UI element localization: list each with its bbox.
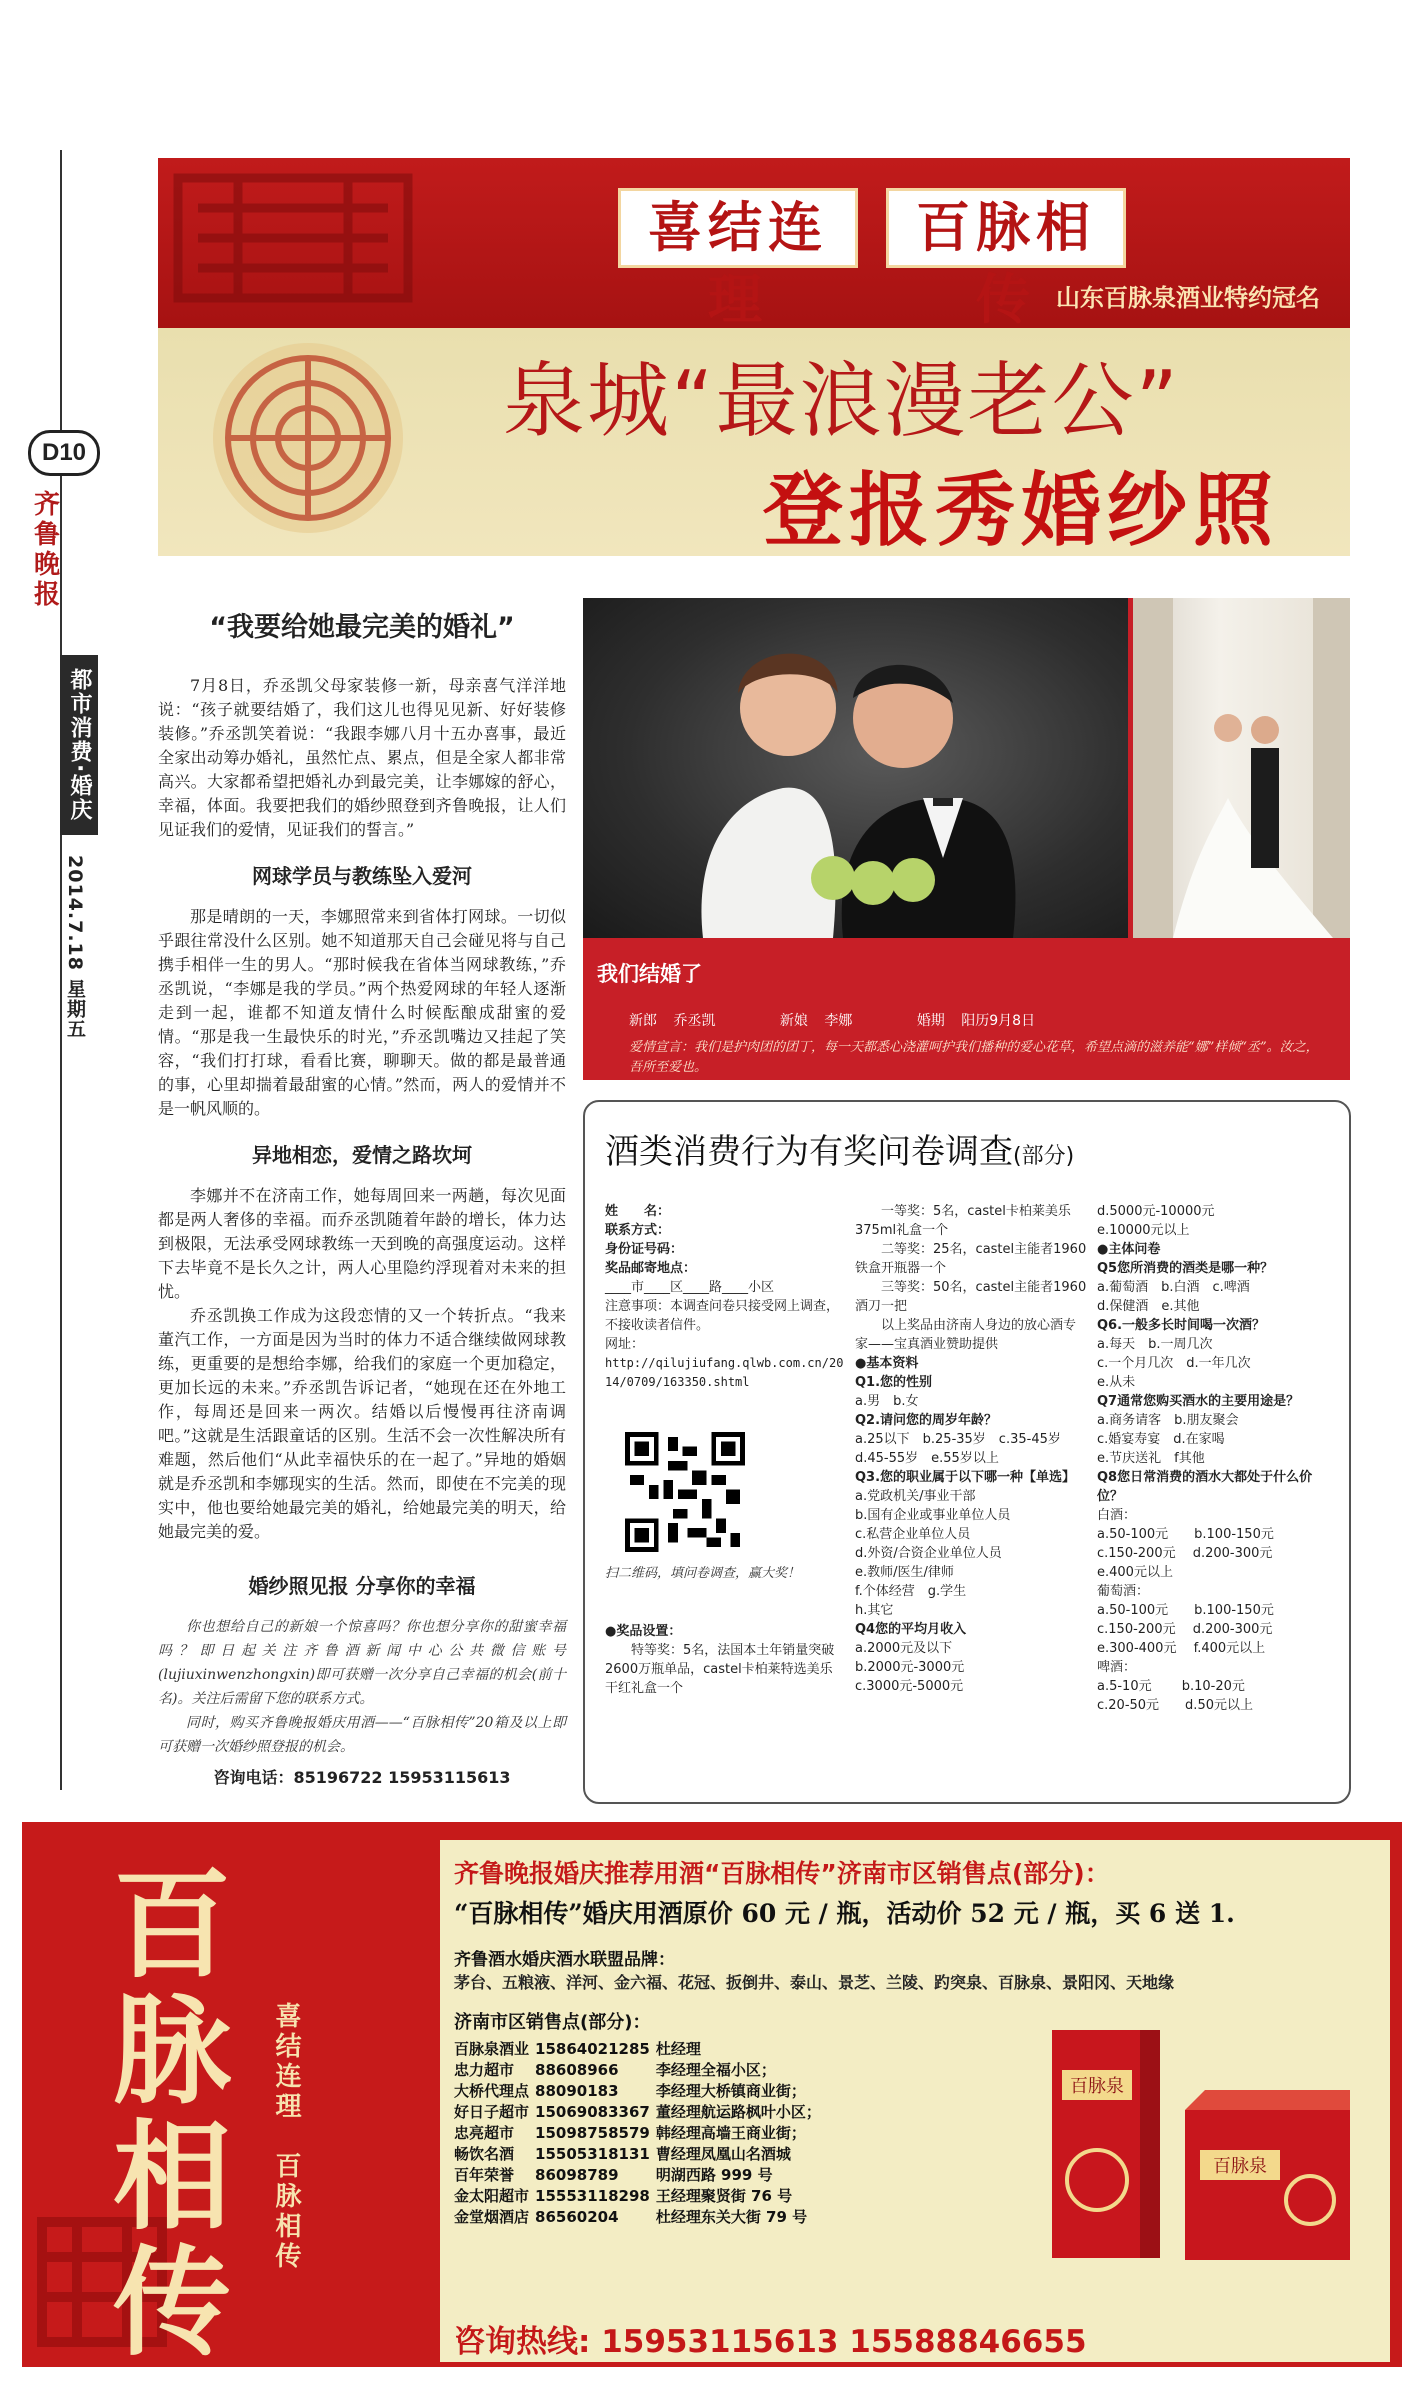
survey-column-1 [605, 1202, 845, 1392]
answer: a.党政机关/事业干部 [855, 1489, 976, 1504]
survey-notice: 注意事项：本调查问卷只接受网上调查，不接收读者信件。 [605, 1299, 840, 1333]
bride-label: 新娘 [779, 1013, 808, 1029]
wedding-photo-library [1133, 598, 1350, 938]
answer: a.5-10元 b.10-20元 [1097, 1679, 1245, 1694]
store-address: 李经理大桥镇商业街； [655, 2082, 806, 2100]
answer: a.男 b.女 [855, 1394, 919, 1409]
prize-intro [605, 1622, 845, 1698]
liquor-advertisement [22, 1822, 1402, 2372]
question: Q6.一般多长时间喝一次酒？ [1097, 1318, 1266, 1333]
wedding-photo-kiss [583, 598, 1128, 938]
survey-column-3 [1097, 1202, 1337, 1715]
survey-title-suffix: (部分) [1013, 1144, 1075, 1169]
question: Q2.请问您的周岁年龄？ [855, 1413, 998, 1428]
article [158, 605, 566, 1788]
form-contact: 联系方式： [605, 1223, 671, 1238]
prize-first: 一等奖：5名，castel卡柏莱美乐375ml礼盒一个 [855, 1204, 1071, 1238]
answer: c.150-200元 d.200-300元 [1097, 1546, 1273, 1561]
bride-name: 李娜 [824, 1013, 853, 1029]
url-label: 网址： [605, 1337, 645, 1352]
double-happiness-papercut [158, 158, 458, 556]
store-name: 金堂烟酒店 [454, 2208, 530, 2226]
prize-sponsor: 以上奖品由济南人身边的放心酒专家——宝真酒业赞助提供 [855, 1318, 1077, 1352]
couple-info [629, 1010, 1035, 1030]
qr-caption: 扫二维码，填问卷调查，赢大奖！ [605, 1566, 801, 1581]
answer: d.保健酒 e.其他 [1097, 1299, 1200, 1314]
couple-illustration [583, 598, 1128, 938]
box-label: 百脉泉 [1213, 2156, 1267, 2177]
ad-slogan: 喜结连理 百脉相传 [271, 2002, 301, 2272]
answer: b.国有企业或事业单位人员 [855, 1508, 1011, 1523]
answer: d.外资/合资企业单位人员 [855, 1546, 1002, 1561]
love-vow: 爱情宣言：我们是护肉团的团丁，每一天都悉心浇灌呵护我们播种的爱心花草，希望点滴的滋养能“娜”样倾“丞”。汝之，吾所至爱也。 [629, 1040, 1319, 1075]
answer: a.50-100元 b.100-150元 [1097, 1527, 1274, 1542]
ad-headline: 齐鲁晚报婚庆推荐用酒“百脉相传”济南市区销售点(部分)： [454, 1859, 1110, 1888]
top-banner [158, 158, 1350, 556]
question: Q4您的平均月收入 [855, 1622, 967, 1637]
question: Q8您日常消费的酒水大都处于什么价位？ [1097, 1470, 1313, 1504]
ad-hotline: 咨询热线: 15953115613 15588846655 [454, 2324, 1087, 2360]
answer: a.25以下 b.25-35岁 c.35-45岁 [855, 1432, 1061, 1447]
answer: a.葡萄酒 b.白酒 c.啤酒 [1097, 1280, 1250, 1295]
wedding-photo-panel [583, 598, 1350, 1080]
liquor-box-tall [1052, 2030, 1160, 2258]
section2-title: 异地相恋，爱情之路坎坷 [252, 1143, 472, 1167]
stores-title: 济南市区销售点(部分)： [454, 2012, 651, 2033]
banner-title: 泉城“最浪漫老公” [503, 354, 1180, 449]
store-name: 畅饮名酒 [454, 2145, 515, 2163]
question: Q1.您的性别 [855, 1375, 933, 1390]
answer: c.婚宴寿宴 d.在家喝 [1097, 1432, 1225, 1447]
store-address: 董经理航运路枫叶小区； [655, 2103, 821, 2121]
store-phone: 86560204 [535, 2207, 619, 2226]
prize-third: 三等奖：50名，castel主能者1960酒刀一把 [855, 1280, 1087, 1314]
answer: c.一个月几次 d.一年几次 [1097, 1356, 1251, 1371]
store-phone: 15864021285 [535, 2039, 650, 2058]
answer: a.50-100元 b.100-150元 [1097, 1603, 1274, 1618]
brand-calligraphy [92, 1855, 252, 2372]
store-name: 好日子超市 [454, 2103, 530, 2121]
answer: c.私营企业单位人员 [855, 1527, 971, 1542]
answer: h.其它 [855, 1603, 894, 1618]
brand-char: 传 [112, 2233, 231, 2372]
table-row [454, 2059, 827, 2080]
store-address: 明湖西路 999 号 [655, 2166, 773, 2184]
store-phone: 15553118298 [535, 2186, 650, 2205]
couple-standing-illustration [1133, 598, 1350, 938]
store-name: 百脉泉酒业 [454, 2040, 530, 2058]
answer: a.2000元及以下 [855, 1641, 953, 1656]
answer: b.2000元-3000元 [855, 1660, 965, 1675]
answer: e.10000元以上 [1097, 1223, 1190, 1238]
qr-code[interactable] [625, 1432, 745, 1552]
article-title: “我要给她最完美的婚礼” [209, 612, 515, 643]
section1-paragraph: 那是晴朗的一天，李娜照常来到省体打网球。一切似乎跟往常没什么区别。她不知道那天自己会碰见将与自己携手相伴一生的男人。“那时候我在省体当网球教练，”乔丞凯说，“李娜是我的学员。”两个热爱网球的年轻人逐渐走到一起，谁都不知道友情什么时候酝酿成甜蜜的爱情。“那是我一生最快乐的时光，”乔丞凯嘴边又挂起了笑容，“我们打打球，看看比赛，聊聊天。做的都是最普通的事，心里却揣着最甜蜜的心情。”然而，两人的爱情并不是一帆风顺的。 [158, 907, 566, 1118]
prize-second: 二等奖：25名，castel主能者1960铁盒开瓶器一个 [855, 1242, 1087, 1276]
ad-price: “百脉相传”婚庆用酒原价 60 元 / 瓶，活动价 52 元 / 瓶，买 6 送 1. [454, 1899, 1235, 1928]
issue-date: 2014.7.18 星期五 [64, 855, 86, 1039]
store-name: 大桥代理点 [454, 2082, 530, 2100]
photo-caption: 我们结婚了 [597, 962, 702, 986]
store-name: 百年荣誉 [454, 2166, 515, 2184]
answer: a.商务请客 b.朋友聚会 [1097, 1413, 1239, 1428]
answer: d.45-55岁 e.55岁以上 [855, 1451, 999, 1466]
survey-title-text: 酒类消费行为有奖问卷调查 [605, 1132, 1013, 1172]
basic-title: ●基本资料 [855, 1356, 919, 1371]
survey-url[interactable]: http://qilujiufang.qlwb.com.cn/2014/0709/163350.shtml [605, 1356, 844, 1389]
answer: d.5000元-10000元 [1097, 1204, 1215, 1219]
alliance-brands: 茅台、五粮液、洋河、金六福、花冠、扳倒井、泰山、景芝、兰陵、趵突泉、百脉泉、景阳冈、天地缘 [454, 1973, 1175, 1992]
store-address: 王经理聚贤街 76 号 [655, 2187, 793, 2205]
store-name: 忠力超市 [454, 2061, 515, 2079]
answer: a.每天 b.一周几次 [1097, 1337, 1213, 1352]
store-name: 忠亮超市 [454, 2124, 515, 2142]
survey-box [583, 1100, 1351, 1804]
stores-table [454, 2038, 827, 2227]
answer: e.教师/医生/律师 [855, 1565, 954, 1580]
table-row [454, 2143, 827, 2164]
subject-title: ●主体问卷 [1097, 1242, 1161, 1257]
banner-subtitle: 登报秀婚纱照 [763, 463, 1279, 556]
store-address: 李经理全福小区； [655, 2061, 776, 2079]
banner-sponsor: 山东百脉泉酒业特约冠名 [1056, 283, 1320, 312]
newspaper-name: 齐鲁晚报 [33, 490, 60, 610]
answer: e.节庆送礼 f其他 [1097, 1451, 1205, 1466]
ad-content [440, 1840, 1390, 2362]
brand-char: 百 [112, 1855, 231, 1994]
form-id: 身份证号码： [605, 1242, 684, 1257]
table-row [454, 2122, 827, 2143]
section3-paragraph: 你也想给自己的新娘一个惊喜吗？你也想分享你的甜蜜幸福吗？即日起关注齐鲁酒新闻中心公共微信账号(lujiuxinwenzhongxin)即可获赠一次分享自己幸福的机会(前十名)。关注后需留下您的联系方式。 [158, 1619, 566, 1707]
table-row [454, 2206, 827, 2227]
groom-name: 乔丞凯 [673, 1013, 716, 1029]
table-row [454, 2185, 827, 2206]
brand-char: 脉 [112, 1981, 231, 2120]
slogan-right: 百脉相传 [886, 188, 1126, 268]
store-name: 金太阳超市 [454, 2187, 530, 2205]
form-address-line: ____市____区____路____小区 [605, 1280, 775, 1295]
survey-title [605, 1124, 1074, 1173]
table-row [454, 2080, 827, 2101]
form-address: 奖品邮寄地点： [605, 1261, 697, 1276]
section2-paragraph: 李娜并不在济南工作，她每周回来一两趟，每次见面都是两人奢侈的幸福。而乔丞凯随着年龄的增长，体力达到极限，无法承受网球教练一天到晚的高强度运动。这样下去毕竟不是长久之计，两人心里隐约浮现着对未来的担忧。 [158, 1186, 566, 1301]
table-row [454, 2164, 827, 2185]
answer: 啤酒： [1097, 1660, 1137, 1675]
answer: e.300-400元 f.400元以上 [1097, 1641, 1266, 1656]
section-label: 都市消费·婚庆 [60, 655, 98, 835]
store-phone: 15098758579 [535, 2123, 650, 2142]
store-address: 曹经理凤凰山名酒城 [655, 2145, 791, 2163]
answer: c.150-200元 d.200-300元 [1097, 1622, 1273, 1637]
article-intro: 7月8日，乔丞凯父母家装修一新，母亲喜气洋洋地说：“孩子就要结婚了，我们这儿也得见见新、好好装修装修。”乔丞凯笑着说：“我跟李娜八月十五办喜事，最近全家出动筹办婚礼，虽然忙点、累点，但是全家人都非常高兴。大家都希望把婚礼办到最完美，让李娜嫁的舒心，幸福，体面。我要把我们的婚纱照登到齐鲁晚报，让人们见证我们的爱情，见证我们的誓言。” [158, 676, 566, 839]
wedding-date: 阳历9月8日 [961, 1013, 1036, 1029]
answer: 白酒： [1097, 1508, 1137, 1523]
answer: c.3000元-5000元 [855, 1679, 964, 1694]
store-phone: 15069083367 [535, 2102, 650, 2121]
answer: e.从未 [1097, 1375, 1136, 1390]
liquor-box-wide [1185, 2090, 1350, 2260]
store-phone: 88608966 [535, 2060, 619, 2079]
answer: c.20-50元 d.50元以上 [1097, 1698, 1253, 1713]
store-phone: 15505318131 [535, 2144, 650, 2163]
store-phone: 88090183 [535, 2081, 619, 2100]
question: Q7通常您购买酒水的主要用途是？ [1097, 1394, 1300, 1409]
prize-title: ●奖品设置： [605, 1624, 682, 1639]
article-phone: 咨询电话：85196722 15953115613 [213, 1768, 511, 1787]
answer: e.400元以上 [1097, 1565, 1173, 1580]
store-address: 杜经理 [655, 2040, 701, 2058]
alliance-title: 齐鲁酒水婚庆酒水联盟品牌： [454, 1950, 675, 1970]
section3-title: 婚纱照见报 分享你的幸福 [248, 1574, 476, 1598]
question: Q5您所消费的酒类是哪一种？ [1097, 1261, 1274, 1276]
table-row [454, 2038, 827, 2059]
slogan-left: 喜结连理 [618, 188, 858, 268]
store-phone: 86098789 [535, 2165, 619, 2184]
store-address: 杜经理东关大街 79 号 [655, 2208, 808, 2226]
section1-title: 网球学员与教练坠入爱河 [252, 864, 472, 888]
form-name: 姓 名： [605, 1204, 671, 1219]
section3-paragraph: 同时，购买齐鲁晚报婚庆用酒——“百脉相传”20箱及以上即可获赠一次婚纱照登报的机会。 [158, 1715, 566, 1755]
table-row [454, 2101, 827, 2122]
answer: 葡萄酒： [1097, 1584, 1150, 1599]
store-address: 韩经理高墙王商业街； [655, 2124, 806, 2142]
wedding-date-label: 婚期 [916, 1013, 945, 1029]
section2-paragraph: 乔丞凯换工作成为这段恋情的又一个转折点。“我来董汽工作，一方面是因为当时的体力不适合继续做网球教练，更重要的是想给李娜，给我们的家庭一个更加稳定，更加长远的未来。”乔丞凯告诉记者，“她现在还在外地工作，每周还是回来一两次。结婚以后慢慢再往济南调吧。”这就是生活跟童话的区别。生活不会一次性解决所有难题，然后他们“从此幸福快乐的在一起了。”异地的婚姻就是乔丞凯和李娜现实的生活。然而，即使在不完美的现实中，他也要给她最完美的婚礼，给她最完美的明天，给她最完美的爱。 [158, 1306, 566, 1541]
survey-column-2 [855, 1202, 1087, 1696]
groom-label: 新郎 [629, 1013, 657, 1029]
box-label: 百脉泉 [1070, 2076, 1124, 2097]
answer: f.个体经营 g.学生 [855, 1584, 967, 1599]
prize-special: 特等奖：5名，法国本土年销量突破2600万瓶单品，castel卡柏莱特选美乐干红礼盒一个 [605, 1643, 835, 1696]
brand-char: 相 [112, 2107, 231, 2246]
question: Q3.您的职业属于以下哪一种【单选】 [855, 1470, 1076, 1485]
page-number: D10 [28, 430, 100, 476]
